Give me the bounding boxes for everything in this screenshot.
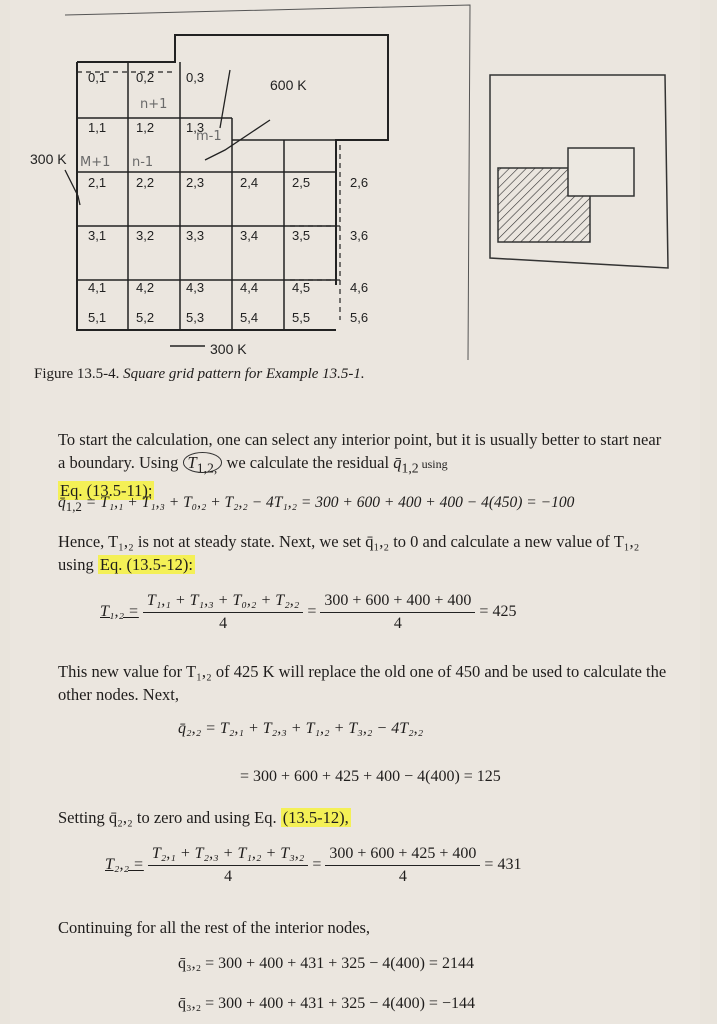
equation-1 xyxy=(58,494,574,515)
node-label: 1,1 xyxy=(88,120,107,135)
node-label: 3,2 xyxy=(136,228,155,243)
eq5-text: q̄₃,₂ = 300 + 400 + 431 + 325 − 4(400) = 2144 xyxy=(178,955,474,972)
equation-4 xyxy=(105,845,521,886)
eq2-den2: 4 xyxy=(393,615,402,632)
eq3-line1: q̄₂,₂ = T₂,₁ + T₂,₃ + T₁,₂ + T₃,₂ − 4T₂,₂ xyxy=(178,720,424,737)
p1-text-c: using xyxy=(418,457,448,471)
note-n-plus-1: n+1 xyxy=(140,97,168,112)
p1-t: T xyxy=(187,453,197,472)
node-label: 0,2 xyxy=(136,70,155,85)
p2-text: Hence, T₁,₂ is not at steady state. Next, we set q̄₁,₂ to 0 and calculate a new value of T₁,₂ using xyxy=(58,532,640,574)
eq4-fraction-1 xyxy=(148,845,308,886)
node-label: 5,6 xyxy=(350,310,369,325)
eq4-num2: 300 + 600 + 425 + 400 xyxy=(325,845,480,866)
node-label: 3,5 xyxy=(292,228,311,243)
p4-eq-ref: (13.5-12), xyxy=(282,808,349,827)
side-figure xyxy=(480,70,680,280)
node-label: 4,5 xyxy=(292,280,311,295)
p1-text-b: we calculate the residual xyxy=(222,453,394,472)
equation-3-line-1 xyxy=(178,720,423,738)
p1-q-sub: 1,2 xyxy=(401,460,419,476)
eq4-den2: 4 xyxy=(398,868,407,885)
paragraph-3 xyxy=(58,660,668,706)
node-label: 5,4 xyxy=(240,310,259,325)
node-label: 4,1 xyxy=(88,280,107,295)
paragraph-1 xyxy=(58,428,668,502)
eq2-fraction-2 xyxy=(320,592,475,633)
p1-t-sub: 1,2, xyxy=(196,460,218,476)
equation-3-line-2 xyxy=(240,768,501,786)
caption-number: Figure 13.5-4. xyxy=(34,366,120,382)
eq2-equals: = xyxy=(307,603,321,621)
node-label: 5,3 xyxy=(186,310,205,325)
node-label: 0,3 xyxy=(186,70,205,85)
node-label: 1,2 xyxy=(136,120,155,135)
eq1-lhs-sub: 1,2 xyxy=(65,499,82,515)
node-label: 2,1 xyxy=(88,175,107,190)
p5-text: Continuing for all the rest of the interior nodes, xyxy=(58,918,371,937)
circled-t12 xyxy=(183,452,223,476)
node-label: 4,6 xyxy=(350,280,369,295)
p2-eq-ref: Eq. (13.5-12): xyxy=(99,555,193,574)
node-label: 3,3 xyxy=(186,228,205,243)
eq2-den: 4 xyxy=(219,615,228,632)
eq4-lhs: T₂,₂ = xyxy=(105,856,144,874)
label-600k: 600 K xyxy=(270,77,307,93)
node-label: 4,3 xyxy=(186,280,205,295)
node-label: 4,2 xyxy=(136,280,155,295)
node-label: 5,2 xyxy=(136,310,155,325)
equation-5 xyxy=(178,955,474,973)
eq4-fraction-2 xyxy=(325,845,480,886)
eq4-equals: = xyxy=(312,856,326,874)
node-label: 0,1 xyxy=(88,70,107,85)
leader-lines xyxy=(205,70,270,160)
node-label: 3,1 xyxy=(88,228,107,243)
node-label: 2,3 xyxy=(186,175,205,190)
eq2-num2: 300 + 600 + 400 + 400 xyxy=(320,592,475,613)
p4-text: Setting q̄₂,₂ to zero and using Eq. xyxy=(58,808,281,827)
equation-2 xyxy=(100,592,516,633)
node-label: 1,3 xyxy=(186,120,205,135)
node-label: 3,4 xyxy=(240,228,259,243)
node-label: 5,5 xyxy=(292,310,311,325)
node-label: 2,2 xyxy=(136,175,155,190)
caption-title: Square grid pattern for Example 13.5-1. xyxy=(123,366,365,382)
p1-q: q̄ xyxy=(393,453,402,472)
eq4-result: = 431 xyxy=(484,856,522,874)
eq2-num: T₁,₁ + T₁,₃ + T₀,₂ + T₂,₂ xyxy=(143,592,303,613)
label-300k-left: 300 K xyxy=(30,151,67,167)
paragraph-5 xyxy=(58,916,668,939)
node-label: 5,1 xyxy=(88,310,107,325)
node-label: 4,4 xyxy=(240,280,259,295)
p1-eq-ref: Eq. (13.5-11): xyxy=(60,481,153,501)
node-label: 2,6 xyxy=(350,175,369,190)
p1-text-a: To start the calculation, one can select any interior point, but it is usually better to start near a boundary. Using xyxy=(58,430,662,472)
eq4-den: 4 xyxy=(224,868,233,885)
label-300k-bottom: 300 K xyxy=(210,341,247,357)
eq3-line2: = 300 + 600 + 425 + 400 − 4(400) = 125 xyxy=(240,768,501,785)
side-white-block xyxy=(568,148,634,196)
node-label: 2,4 xyxy=(240,175,259,190)
paragraph-2 xyxy=(58,530,668,576)
figure-caption xyxy=(34,366,365,383)
eq1-terms: = T₁,₁ + T₁,₃ + T₀,₂ + T₂,₂ − 4T₁,₂ = 300 + 600 + 400 + 400 − 4(450) = −100 xyxy=(81,494,575,511)
eq1-lhs: q̄ xyxy=(58,494,66,511)
note-m-plus-1: M+1 xyxy=(80,155,111,170)
eq4-num: T₂,₁ + T₂,₃ + T₁,₂ + T₃,₂ xyxy=(148,845,308,866)
node-labels xyxy=(88,70,368,325)
node-label: 2,5 xyxy=(292,175,311,190)
figure-border xyxy=(65,5,470,360)
p3-text: This new value for T₁,₂ of 425 K will replace the old one of 450 and be used to calculate the other nodes. Next, xyxy=(58,662,667,704)
paragraph-4 xyxy=(58,806,668,829)
eq6-text: q̄₃,₂ = 300 + 400 + 431 + 325 − 4(400) = −144 xyxy=(178,995,475,1012)
node-label: 3,6 xyxy=(350,228,369,243)
note-m-minus-1: m-1 xyxy=(196,129,222,144)
eq2-result: = 425 xyxy=(479,603,517,621)
eq2-fraction-1 xyxy=(143,592,303,633)
eq2-lhs: T₁,₂ = xyxy=(100,603,139,621)
note-n-minus-1: n-1 xyxy=(132,155,154,170)
equation-6 xyxy=(178,995,475,1013)
